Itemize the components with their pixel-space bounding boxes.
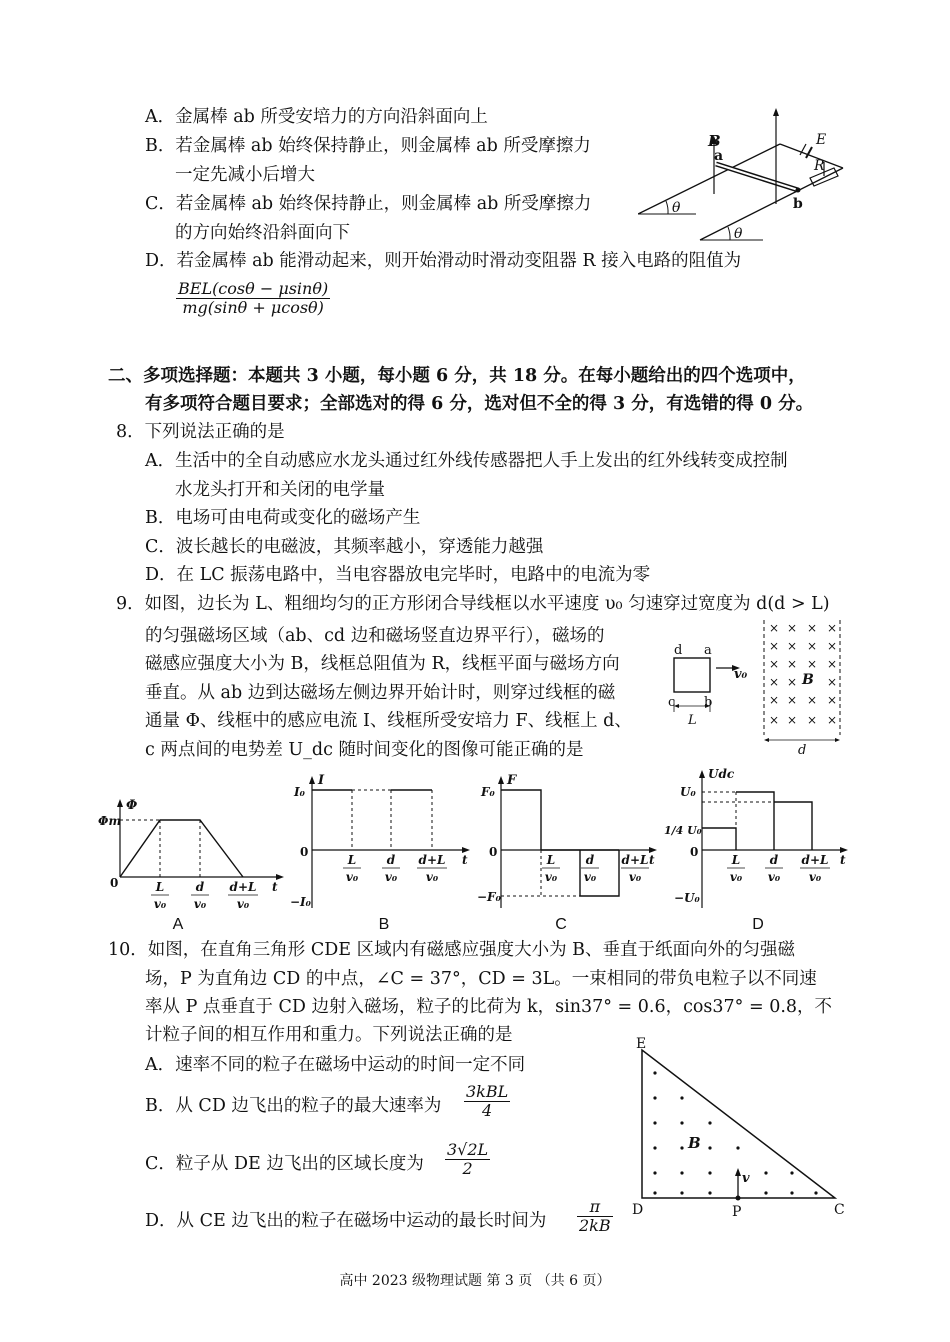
q7-fig-label-e: E bbox=[816, 132, 827, 148]
q9-stem-line-4: 垂直。从 ab 边到达磁场左侧边界开始计时，则穿过线框的磁 bbox=[145, 683, 616, 703]
q8-option-d: D．在 LC 振荡电路中，当电容器放电完毕时，电路中的电流为零 bbox=[145, 565, 651, 585]
q9-graph-d bbox=[664, 766, 850, 934]
graph-c-ylabel: F bbox=[507, 773, 517, 788]
svg-text:×: × bbox=[806, 713, 818, 727]
q10-stem-line-2: 场，P 为直角边 CD 的中点，∠C = 37°，CD = 3L。一束相同的带负电粒子以不同速 bbox=[145, 969, 817, 989]
q10-option-c-fraction bbox=[445, 1141, 490, 1178]
svg-text:×: × bbox=[826, 621, 838, 635]
fraction-numerator: π bbox=[577, 1198, 613, 1217]
q10-option-a: A．速率不同的粒子在磁场中运动的时间一定不同 bbox=[145, 1055, 526, 1075]
q8-stem: 8．下列说法正确的是 bbox=[116, 422, 285, 442]
svg-text:×: × bbox=[826, 713, 838, 727]
q10-option-b-fraction bbox=[464, 1083, 510, 1120]
q10-fig-label-e: E bbox=[636, 1036, 647, 1052]
q7-option-d: D．若金属棒 ab 能滑动起来，则开始滑动时滑动变阻器 R 接入电路的阻值为 bbox=[145, 251, 742, 271]
graph-c-origin: 0 bbox=[489, 845, 498, 859]
fraction-denominator: 4 bbox=[482, 1101, 493, 1120]
q7-option-d-fraction bbox=[176, 280, 330, 317]
graph-b-origin: 0 bbox=[300, 845, 309, 859]
q9-figure bbox=[664, 620, 850, 755]
svg-text:×: × bbox=[786, 657, 798, 671]
graph-d-ylabel: Udc bbox=[708, 767, 735, 781]
svg-text:×: × bbox=[768, 693, 780, 707]
graph-a-origin: 0 bbox=[110, 876, 119, 890]
graph-c-yneg: −F₀ bbox=[477, 890, 501, 904]
graph-d-ypos: U₀ bbox=[680, 785, 696, 799]
graph-c-t: t bbox=[649, 853, 655, 867]
q9-graph-b bbox=[290, 772, 480, 934]
svg-text:×: × bbox=[768, 713, 780, 727]
graph-b-tick-2-den: v₀ bbox=[384, 870, 398, 884]
q9-fig-label-width: d bbox=[798, 743, 807, 755]
svg-text:×: × bbox=[806, 657, 818, 671]
graph-d-t: t bbox=[840, 853, 846, 867]
graph-b-label: B bbox=[378, 916, 390, 933]
q10-stem-line-1: 10．如图，在直角三角形 CDE 区域内有磁感应强度大小为 B、垂直于纸面向外的匀强磁 bbox=[108, 940, 796, 960]
section-2-heading-line-1: 二、多项选择题：本题共 3 小题，每小题 6 分，共 18 分。在每小题给出的四个选项中， bbox=[108, 366, 806, 386]
graph-d-tick-1-num: L bbox=[731, 853, 741, 867]
q9-fig-label-d: d bbox=[674, 643, 683, 658]
q7-fig-label-theta-2: θ bbox=[734, 226, 743, 242]
fraction-numerator: 3kBL bbox=[466, 1082, 509, 1101]
q10-fig-label-v: v bbox=[742, 1171, 750, 1186]
graph-a-tick-1-num: L bbox=[155, 880, 165, 894]
q7-fig-label-theta-1: θ bbox=[672, 200, 681, 216]
q9-stem-line-2: 的匀强磁场区域（ab、cd 边和磁场竖直边界平行），磁场的 bbox=[145, 626, 605, 646]
graph-c-tick-1-num: L bbox=[546, 853, 556, 867]
graph-d-tick-3-den: v₀ bbox=[808, 870, 822, 884]
graph-c-ypos: F₀ bbox=[481, 785, 495, 799]
graph-d-label: D bbox=[752, 916, 764, 933]
svg-text:×: × bbox=[768, 621, 780, 635]
graph-c-label: C bbox=[555, 916, 567, 933]
svg-text:×: × bbox=[806, 693, 818, 707]
fraction-denominator: mg(sinθ + μcosθ) bbox=[182, 298, 324, 317]
svg-text:×: × bbox=[768, 657, 780, 671]
graph-a-tick-2-num: d bbox=[195, 880, 205, 894]
q8-option-a-cont: 水龙头打开和关闭的电学量 bbox=[175, 480, 385, 500]
q7-option-c-cont: 的方向始终沿斜面向下 bbox=[175, 223, 350, 243]
q10-fig-label-b-field: B bbox=[688, 1134, 701, 1152]
graph-b-tick-1-num: L bbox=[347, 853, 357, 867]
page-footer: 高中 2023 级物理试题 第 3 页 （共 6 页） bbox=[339, 1273, 611, 1289]
svg-text:×: × bbox=[806, 639, 818, 653]
q7-option-c: C．若金属棒 ab 始终保持静止，则金属棒 ab 所受摩擦力 bbox=[145, 194, 592, 214]
q9-fig-label-c: c bbox=[668, 695, 676, 710]
graph-a-t: t bbox=[272, 880, 278, 894]
graph-c-tick-1-den: v₀ bbox=[544, 870, 558, 884]
graph-b-tick-3-num: d+L bbox=[418, 853, 446, 867]
q9-stem-line-3: 磁感应强度大小为 B，线框总阻值为 R，线框平面与磁场方向 bbox=[145, 654, 620, 674]
q9-fig-label-b: b bbox=[704, 695, 713, 710]
graph-b-tick-2-num: d bbox=[386, 853, 396, 867]
q10-option-c: C．粒子从 DE 边飞出的区域长度为 bbox=[145, 1154, 424, 1174]
graph-c-tick-2-num: d bbox=[585, 853, 595, 867]
graph-d-yneg: −U₀ bbox=[674, 891, 700, 905]
q8-option-b: B．电场可由电荷或变化的磁场产生 bbox=[145, 508, 421, 528]
svg-text:×: × bbox=[826, 693, 838, 707]
section-2-heading-line-2: 有多项符合题目要求；全部选对的得 6 分，选对但不全的得 3 分，有选错的得 0 分。 bbox=[145, 394, 814, 414]
graph-c-tick-2-den: v₀ bbox=[583, 870, 597, 884]
graph-b-tick-3-den: v₀ bbox=[425, 870, 439, 884]
graph-b-yneg: −I₀ bbox=[290, 895, 311, 909]
svg-text:×: × bbox=[786, 639, 798, 653]
q10-option-d-fraction bbox=[577, 1198, 613, 1235]
graph-a-tick-2-den: v₀ bbox=[193, 897, 207, 911]
q9-fig-label-l: L bbox=[688, 713, 697, 728]
graph-d-tick-1-den: v₀ bbox=[729, 870, 743, 884]
graph-a-label: A bbox=[172, 916, 184, 933]
q9-stem-line-6: c 两点间的电势差 U_dc 随时间变化的图像可能正确的是 bbox=[145, 740, 584, 760]
graph-d-yquarter: 1/4 U₀ bbox=[664, 824, 702, 837]
q10-fig-label-c: C bbox=[834, 1202, 845, 1218]
svg-text:×: × bbox=[826, 639, 838, 653]
q7-fig-label-b: b bbox=[793, 196, 803, 212]
graph-c-tick-3-den: v₀ bbox=[628, 870, 642, 884]
q9-graph-a bbox=[98, 795, 288, 935]
graph-d-tick-2-den: v₀ bbox=[767, 870, 781, 884]
svg-text:×: × bbox=[768, 639, 780, 653]
q9-fig-label-v0: v₀ bbox=[734, 667, 748, 682]
q10-option-d: D．从 CE 边飞出的粒子在磁场中运动的最长时间为 bbox=[145, 1211, 547, 1231]
q7-fig-label-a: a bbox=[714, 148, 724, 164]
svg-text:×: × bbox=[786, 675, 798, 689]
q7-fig-label-b-field: B bbox=[708, 132, 721, 150]
graph-b-ypos: I₀ bbox=[294, 785, 305, 799]
svg-text:×: × bbox=[806, 621, 818, 635]
svg-text:×: × bbox=[786, 621, 798, 635]
svg-text:×: × bbox=[768, 675, 780, 689]
q9-fig-label-a: a bbox=[704, 643, 712, 658]
q9-stem-line-5: 通量 Φ、线框中的感应电流 I、线框所受安培力 F、线框上 d、 bbox=[145, 711, 632, 731]
graph-d-origin: 0 bbox=[690, 845, 699, 859]
graph-d-tick-3-num: d+L bbox=[801, 853, 829, 867]
q7-option-a: A．金属棒 ab 所受安培力的方向沿斜面向上 bbox=[145, 107, 488, 127]
graph-c-tick-3-num: d+L bbox=[621, 853, 649, 867]
svg-text:×: × bbox=[826, 675, 838, 689]
q10-stem-line-4: 计粒子间的相互作用和重力。下列说法正确的是 bbox=[145, 1025, 513, 1045]
graph-a-tick-3-den: v₀ bbox=[236, 897, 250, 911]
q10-stem-line-3: 率从 P 点垂直于 CD 边射入磁场，粒子的比荷为 k，sin37° = 0.6，cos37° = 0.8，不 bbox=[145, 997, 833, 1017]
q7-figure bbox=[638, 104, 850, 244]
q10-fig-label-p: P bbox=[732, 1204, 742, 1220]
q8-option-c: C．波长越长的电磁波，其频率越小，穿透能力越强 bbox=[145, 537, 544, 557]
graph-b-t: t bbox=[462, 853, 468, 867]
q10-option-b: B．从 CD 边飞出的粒子的最大速率为 bbox=[145, 1096, 442, 1116]
q9-fig-label-b-field: B bbox=[802, 672, 814, 688]
graph-a-tick-3-num: d+L bbox=[229, 880, 257, 894]
fraction-denominator: 2 bbox=[462, 1159, 473, 1178]
graph-d-tick-2-num: d bbox=[769, 853, 779, 867]
fraction-denominator: 2kB bbox=[579, 1216, 611, 1235]
q7-option-b: B．若金属棒 ab 始终保持静止，则金属棒 ab 所受摩擦力 bbox=[145, 136, 591, 156]
graph-a-ymax: Φm bbox=[98, 814, 122, 828]
svg-text:×: × bbox=[786, 713, 798, 727]
q10-figure bbox=[630, 1036, 848, 1222]
graph-a-ylabel: Φ bbox=[126, 798, 138, 813]
graph-b-tick-1-den: v₀ bbox=[345, 870, 359, 884]
q8-option-a: A．生活中的全自动感应水龙头通过红外线传感器把人手上发出的红外线转变成控制 bbox=[145, 451, 788, 471]
graph-b-ylabel: I bbox=[318, 773, 325, 788]
q9-stem-line-1: 9．如图，边长为 L、粗细均匀的正方形闭合导线框以水平速度 υ₀ 匀速穿过宽度为 d(d > L) bbox=[116, 594, 830, 614]
svg-text:×: × bbox=[826, 657, 838, 671]
fraction-numerator: BEL(cosθ − μsinθ) bbox=[178, 279, 329, 298]
svg-text:×: × bbox=[786, 693, 798, 707]
graph-a-tick-1-den: v₀ bbox=[153, 897, 167, 911]
q10-fig-label-d: D bbox=[632, 1202, 644, 1218]
q7-option-b-cont: 一定先减小后增大 bbox=[175, 165, 315, 185]
q7-fig-label-r: R bbox=[814, 158, 825, 174]
q9-graph-c bbox=[477, 772, 667, 934]
fraction-numerator: 3√2L bbox=[447, 1140, 489, 1159]
